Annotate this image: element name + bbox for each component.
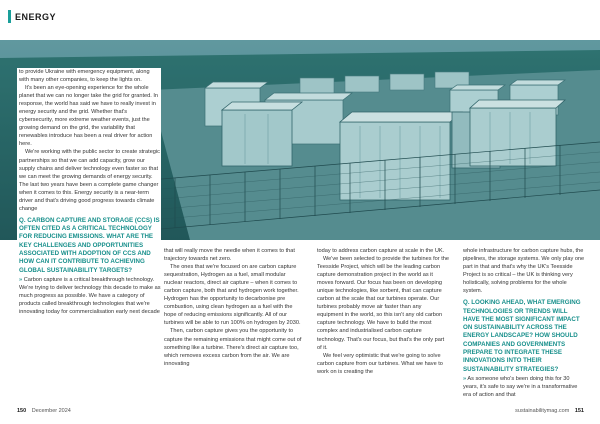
paragraph: that will really move the needle when it comes to that trajectory towards net zero. (164, 248, 295, 263)
answer-paragraph (19, 276, 161, 316)
footer-left (17, 408, 71, 414)
section-tag (8, 10, 56, 23)
answer-text: As someone who's been doing this for 30 years, it's safe to say we're in a transformative era of action and that (463, 375, 578, 399)
answer-text: Carbon capture is a critical breakthrough technology. We're trying to deliver technology this decade to make as much progress as possible. We have a category of products called breakthrough technologies that we're innovating today for commercialisation early next decade (19, 276, 161, 316)
paragraph: We're working with the public sector to create strategic partnerships so that we can add capacity, grow our supply chains and deliver technology even faster so that we can meet the growing demands of energy security. The last two years have been a complete game changer when it comes to this. Energy security is a near-term driver and that's driving good progress towards climate change (19, 149, 160, 212)
section-label: ENERGY (15, 11, 57, 22)
section-accent-bar (8, 10, 11, 23)
issue-date: December 2024 (31, 408, 71, 414)
website-link[interactable]: sustainabilitymag.com (515, 408, 570, 414)
column-2 (164, 247, 302, 368)
paragraph: today to address carbon capture at scale in the UK. (317, 248, 445, 254)
paragraph: We feel very optimistic that we're going to solve carbon capture from our turbines. What we have to work on is creating the (317, 352, 443, 375)
answer-paragraph (463, 375, 585, 399)
column-3 (317, 247, 449, 376)
paragraph: The ones that we're focused on are carbon capture sequestration, Hydrogen as a fuel, small modular nuclear reactors, direct air capture – when it comes to carbon capture, both that and hydrogen work together. Hydrogen has the opportunity to decarbonise pre combustion, using clean hydrogen as a fuel with the hope of reducing emissions significantly. All of our turbines will be able to run 100% on hydrogen by 2030. (164, 264, 301, 327)
paragraph: Then, carbon capture gives you the opportunity to capture the remaining emissions that might come out of something like a turbine. There's direct air capture too, which removes excess carbon from the air. We are innovating (164, 328, 302, 367)
paragraph: whole infrastructure for carbon capture hubs, the pipelines, the storage systems. We only play one part in that and that's why the UK's Teesside Project is so critical – the UK is thinking very holistically, solving problems for the whole system. (463, 248, 585, 295)
answer-marker: » (463, 375, 467, 382)
answer-marker: » (19, 276, 23, 283)
page-number: 150 (17, 408, 27, 414)
paragraph: It's been an eye-opening experience for the whole planet that we can no longer take the grid for granted. In response, the world has said we have to really invest in energy security and the grid. Whether that's cybersecurity, more extreme weather events, just the growing demand on the grid, the variability that renewables introduce has been a real driver for action here. (19, 85, 159, 148)
page-number: 151 (574, 408, 584, 414)
column-1 (17, 68, 161, 316)
paragraph: We've been selected to provide the turbines for the Teesside Project, which will be the leading carbon capture demonstration project in the world as it moves forward. Our focus has been on developing unique technologies, like sorbent, that can capture carbon at the scale that our turbines operate. Our turbines probably move air faster than any equipment in the world, so this isn't any old carbon capture technology. We have to build the most complex and industrialised carbon capture technology. That's our focus, but that's the only part of it. (317, 256, 449, 351)
interview-question: Q. LOOKING AHEAD, WHAT EMERGING TECHNOLOGIES OR TRENDS WILL HAVE THE MOST SIGNIFICANT IMPACT ON SUSTAINABILITY ACROSS THE ENERGY LANDSCAPE? HOW SHOULD COMPANIES AND GOVERNMENTS PREPARE TO INTEGRATE THESE INNOVATIONS INTO THEIR SUSTAINABILITY STRATEGIES? (463, 299, 581, 373)
footer-right (515, 408, 584, 414)
column-4 (463, 247, 585, 399)
page-header (0, 0, 600, 40)
paragraph: to provide Ukraine with emergency equipment, along with many other companies, to keep the lights on. (19, 69, 150, 84)
interview-question: Q. CARBON CAPTURE AND STORAGE (CCS) IS OFTEN CITED AS A CRITICAL TECHNOLOGY FOR REDUCING EMISSIONS. WHAT ARE THE KEY CHALLENGES AND OPPORTUNITIES ASSOCIATED WITH ADOPTION OF CCS AND HOW CAN IT CONTRIBUTE TO ACHIEVING GLOBAL SUSTAINABILITY TARGETS? (19, 216, 160, 274)
